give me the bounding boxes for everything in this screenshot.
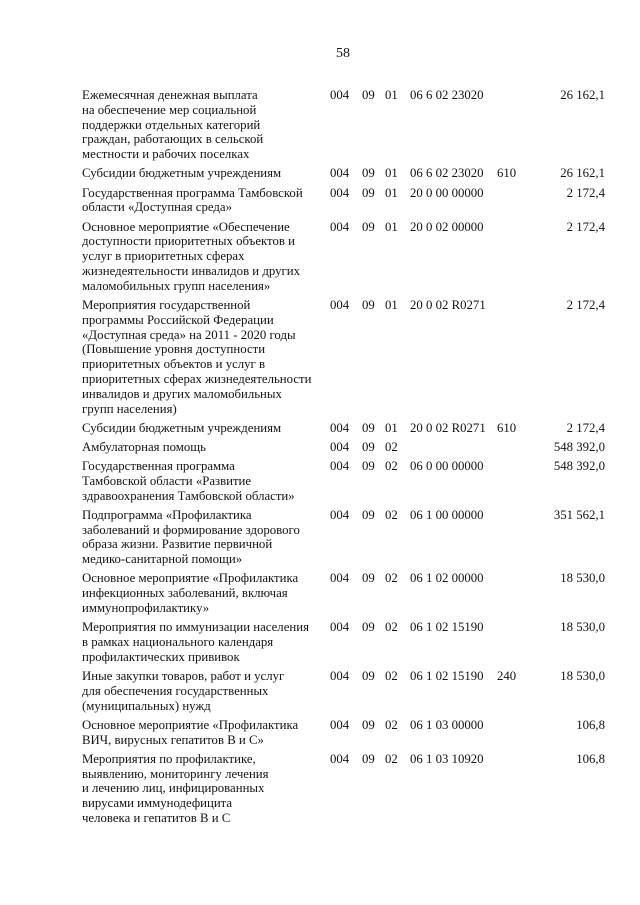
ministry-code: 004 — [330, 297, 350, 312]
amount: 26 162,1 — [560, 88, 605, 102]
section-code: 09 — [362, 571, 375, 586]
amount: 106,8 — [576, 717, 605, 732]
target-article-code: 06 6 02 23020 — [410, 88, 484, 102]
section-code: 09 — [362, 459, 375, 474]
ministry-code: 004 — [330, 620, 350, 635]
budget-row — [0, 440, 640, 455]
subsection-code: 02 — [385, 507, 398, 522]
section-code: 09 — [362, 620, 375, 635]
target-article-code: 06 1 03 10920 — [410, 751, 484, 766]
amount: 2 172,4 — [566, 185, 605, 200]
amount: 2 172,4 — [566, 297, 605, 312]
subsection-code: 02 — [385, 717, 398, 732]
row-description: Государственная программа Тамбовской области «Развитие здравоохранения Тамбовской области» — [82, 459, 295, 503]
amount: 2 172,4 — [566, 420, 605, 435]
ministry-code: 004 — [330, 459, 350, 474]
amount: 548 392,0 — [553, 459, 605, 474]
section-code: 09 — [362, 507, 375, 522]
amount: 18 530,0 — [560, 620, 605, 635]
ministry-code: 004 — [330, 571, 350, 586]
target-article-code: 06 6 02 23020 — [410, 166, 484, 181]
section-code: 09 — [362, 166, 375, 181]
row-description: Субсидии бюджетным учреждениям — [82, 166, 282, 181]
row-description: Основное мероприятие «Профилактика инфекционных заболеваний, включая иммунопрофилактику» — [82, 571, 299, 616]
amount: 2 172,4 — [566, 219, 605, 234]
row-description: Иные закупки товаров, работ и услуг для обеспечения государственных (муниципальных) нужд — [82, 668, 285, 713]
ministry-code: 004 — [330, 420, 350, 435]
row-description: Подпрограмма «Профилактика заболеваний и формирование здорового образа жизни. Развитие первичной медико-санитарной помощи» — [82, 507, 300, 567]
row-description: Ежемесячная денежная выплата на обеспечение мер социальной поддержки отдельных категорий граждан, работающих в сельской местности и рабочих поселках — [82, 88, 264, 162]
subsection-code: 02 — [385, 439, 398, 454]
section-code: 09 — [362, 668, 375, 683]
row-description: Мероприятия по профилактике, выявлению, мониторингу лечения и лечению лиц, инфицированных вирусами иммунодефицита человека и гепатитов В и С — [82, 751, 269, 825]
target-article-code: 20 0 00 00000 — [410, 185, 484, 200]
budget-row — [0, 220, 640, 294]
budget-row — [0, 166, 640, 181]
budget-table — [0, 88, 640, 830]
ministry-code: 004 — [330, 439, 350, 454]
amount: 26 162,1 — [560, 166, 605, 181]
amount: 548 392,0 — [553, 439, 605, 454]
section-code: 09 — [362, 717, 375, 732]
budget-row — [0, 508, 640, 567]
subsection-code: 01 — [385, 88, 398, 102]
subsection-code: 01 — [385, 297, 398, 312]
budget-row — [0, 186, 640, 216]
subsection-code: 02 — [385, 668, 398, 683]
section-code: 09 — [362, 185, 375, 200]
expense-type-code: 240 — [497, 668, 517, 683]
row-description: Амбулаторная помощь — [82, 439, 206, 454]
section-code: 09 — [362, 439, 375, 454]
target-article-code: 20 0 02 R0271 — [410, 297, 486, 312]
target-article-code: 20 0 02 00000 — [410, 219, 484, 234]
target-article-code: 06 1 03 00000 — [410, 717, 484, 732]
target-article-code: 06 1 02 15190 — [410, 620, 484, 635]
amount: 18 530,0 — [560, 668, 605, 683]
ministry-code: 004 — [330, 166, 350, 181]
row-description: Основное мероприятие «Обеспечение доступности приоритетных объектов и услуг в приоритетных сферах жизнедеятельности инвалидов и других маломобильных групп населения» — [82, 219, 300, 293]
budget-row — [0, 752, 640, 826]
budget-row — [0, 459, 640, 503]
budget-row — [0, 298, 640, 416]
ministry-code: 004 — [330, 185, 350, 200]
budget-row — [0, 421, 640, 436]
budget-row — [0, 669, 640, 713]
subsection-code: 02 — [385, 620, 398, 635]
expense-type-code: 610 — [497, 420, 517, 435]
ministry-code: 004 — [330, 717, 350, 732]
ministry-code: 004 — [330, 668, 350, 683]
row-description: Основное мероприятие «Профилактика ВИЧ, вирусных гепатитов В и С» — [82, 717, 299, 747]
target-article-code: 06 1 02 00000 — [410, 571, 484, 586]
subsection-code: 02 — [385, 751, 398, 766]
budget-row — [0, 571, 640, 615]
subsection-code: 01 — [385, 185, 398, 200]
section-code: 09 — [362, 219, 375, 234]
section-code: 09 — [362, 88, 375, 102]
row-description: Мероприятия по иммунизации населения в рамках национального календаря профилактических прививок — [82, 620, 309, 664]
amount: 18 530,0 — [560, 571, 605, 586]
target-article-code: 06 1 02 15190 — [410, 668, 484, 683]
subsection-code: 02 — [385, 459, 398, 474]
subsection-code: 01 — [385, 219, 398, 234]
ministry-code: 004 — [330, 219, 350, 234]
expense-type-code: 610 — [497, 166, 517, 181]
row-description: Субсидии бюджетным учреждениям — [82, 420, 282, 435]
target-article-code: 06 1 00 00000 — [410, 507, 484, 522]
target-article-code: 06 0 00 00000 — [410, 459, 484, 474]
subsection-code: 01 — [385, 420, 398, 435]
amount: 106,8 — [576, 751, 605, 766]
budget-row — [0, 718, 640, 748]
amount: 351 562,1 — [553, 507, 605, 522]
budget-row — [0, 88, 640, 162]
target-article-code: 20 0 02 R0271 — [410, 420, 486, 435]
row-description: Мероприятия государственной программы Российской Федерации «Доступная среда» на 2011 - 2020 годы (Повышение уровня доступности приоритетных объектов и услуг в приоритетных сферах жизнедеятельности инвалидов и других маломобильных групп населения) — [82, 297, 312, 416]
ministry-code: 004 — [330, 751, 350, 766]
ministry-code: 004 — [330, 507, 350, 522]
subsection-code: 02 — [385, 571, 398, 586]
subsection-code: 01 — [385, 166, 398, 181]
row-description: Государственная программа Тамбовской области «Доступная среда» — [82, 185, 303, 215]
page-number: 58 — [336, 46, 350, 61]
section-code: 09 — [362, 297, 375, 312]
section-code: 09 — [362, 751, 375, 766]
budget-row — [0, 620, 640, 664]
section-code: 09 — [362, 420, 375, 435]
ministry-code: 004 — [330, 88, 350, 102]
